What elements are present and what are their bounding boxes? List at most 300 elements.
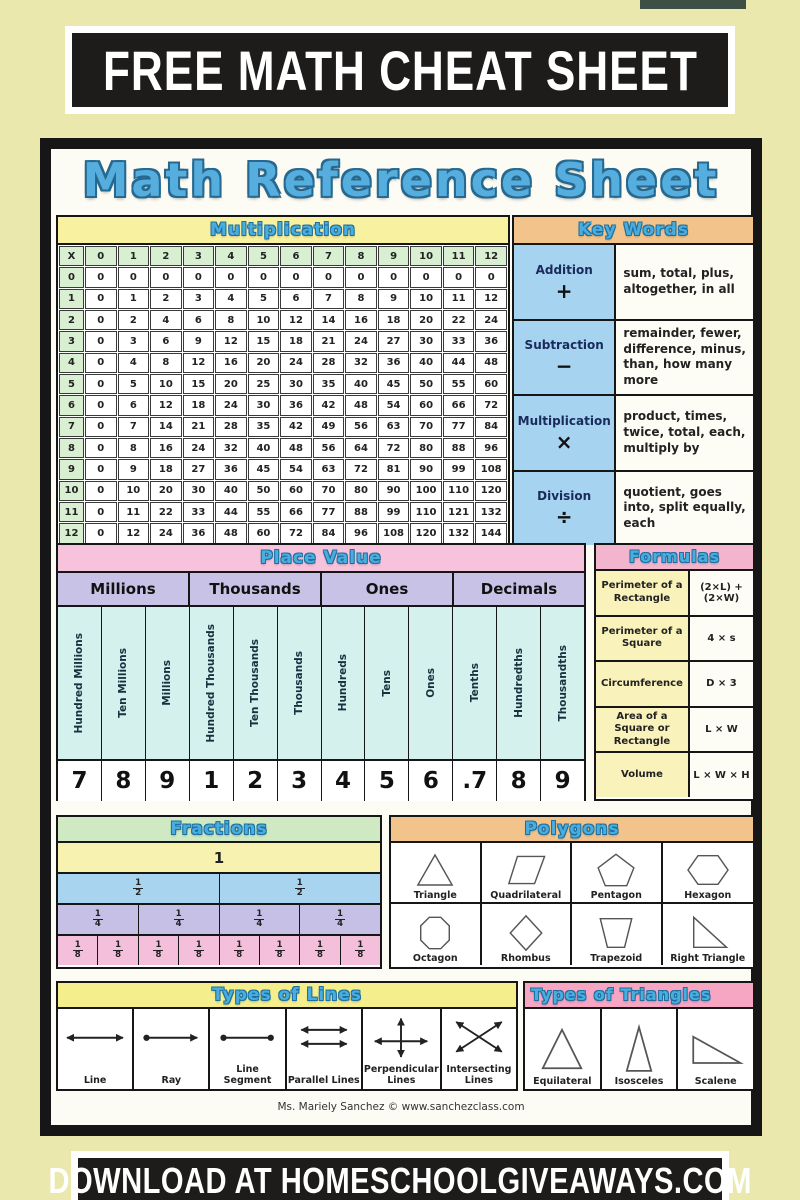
polygons-grid (391, 843, 753, 965)
mult-cell: 77 (313, 502, 345, 522)
top-banner (72, 33, 728, 107)
line-type-cell (363, 1009, 442, 1089)
mult-cell: 0 (345, 267, 377, 287)
polygon-cell (572, 904, 663, 965)
mult-cell: 66 (443, 395, 475, 415)
operation-keywords: remainder, fewer, difference, minus, than, how many more (616, 321, 753, 395)
place-value-digit: 8 (102, 761, 146, 801)
formula-row (596, 571, 753, 617)
mult-col-header: 10 (410, 246, 442, 266)
mult-cell: 48 (475, 353, 507, 373)
mult-cell: 35 (248, 417, 280, 437)
mult-cell: 16 (215, 353, 247, 373)
mult-cell: 22 (150, 502, 182, 522)
line-type-cell (58, 1009, 134, 1089)
mult-cell: 2 (118, 310, 150, 330)
place-value-column: Hundred Thousands (190, 607, 234, 759)
operation-symbol: × (555, 429, 573, 454)
mult-cell: 56 (313, 438, 345, 458)
fraction-cell: 1 8 (300, 936, 340, 965)
key-words-rows (514, 245, 753, 545)
mult-col-header: 7 (313, 246, 345, 266)
mult-cell: 6 (280, 289, 312, 309)
key-words-section (512, 215, 755, 545)
place-value-column: Ten Millions (102, 607, 146, 759)
operation-symbol: − (555, 354, 573, 379)
mult-row-header: 9 (59, 459, 84, 479)
mult-cell: 60 (410, 395, 442, 415)
mult-cell: 0 (85, 289, 117, 309)
sheet-title: Math Reference Sheet (82, 153, 720, 207)
mult-col-header: 2 (150, 246, 182, 266)
fraction-cell: 1 8 (58, 936, 98, 965)
math-reference-sheet (40, 138, 762, 1136)
mult-cell: 24 (215, 395, 247, 415)
line-type-cell (442, 1009, 516, 1089)
mult-cell: 144 (475, 523, 507, 544)
mult-cell: 30 (410, 331, 442, 351)
mult-cell: 54 (280, 459, 312, 479)
mult-cell: 50 (410, 374, 442, 394)
fraction-row-half (58, 874, 380, 905)
mult-cell: 7 (118, 417, 150, 437)
author-credit: Ms. Mariely Sanchez © www.sanchezclass.com (277, 1101, 525, 1113)
mult-row-header: 7 (59, 417, 84, 437)
octagon-icon (407, 913, 463, 953)
polygon-cell (482, 843, 573, 904)
formula-row (596, 708, 753, 754)
mult-cell: 2 (150, 289, 182, 309)
formula-label: Area of a Square or Rectangle (596, 708, 690, 752)
mult-cell: 4 (150, 310, 182, 330)
polygon-cell (572, 843, 663, 904)
triangle-type-label: Isosceles (614, 1076, 664, 1087)
mult-cell: 11 (118, 502, 150, 522)
mult-cell: 30 (248, 395, 280, 415)
fraction-row-fourth (58, 905, 380, 936)
right-triangle-icon (680, 913, 736, 953)
polygon-label: Quadrilateral (490, 890, 562, 901)
mult-cell: 72 (475, 395, 507, 415)
mult-cell: 99 (443, 459, 475, 479)
mult-cell: 20 (248, 353, 280, 373)
mult-cell: 48 (280, 438, 312, 458)
operation-cell (514, 245, 616, 319)
mult-cell: 48 (345, 395, 377, 415)
mult-cell: 40 (248, 438, 280, 458)
mult-cell: 9 (378, 289, 410, 309)
mult-row-header: 5 (59, 374, 84, 394)
mult-cell: 70 (313, 481, 345, 501)
mult-cell: 0 (248, 267, 280, 287)
types-of-lines-header: Types of Lines (58, 983, 516, 1009)
polygon-label: Pentagon (590, 890, 642, 901)
types-of-triangles-section (523, 981, 755, 1091)
mult-cell: 40 (345, 374, 377, 394)
operation-keywords: quotient, goes into, split equally, each (616, 472, 753, 546)
mult-cell: 8 (118, 438, 150, 458)
operation-keywords: product, times, twice, total, each, multiply by (616, 396, 753, 470)
key-words-header: Key Words (514, 217, 753, 245)
polygon-cell (391, 904, 482, 965)
mult-col-header: 12 (475, 246, 507, 266)
multiplication-header: Multiplication (58, 217, 508, 245)
mult-cell: 49 (313, 417, 345, 437)
formula-row (596, 617, 753, 663)
mult-cell: 108 (378, 523, 410, 544)
mult-cell: 55 (248, 502, 280, 522)
mult-cell: 108 (475, 459, 507, 479)
polygons-section (389, 815, 755, 969)
segment-icon (213, 1013, 283, 1059)
key-word-row (514, 472, 753, 546)
mult-cell: 64 (345, 438, 377, 458)
place-value-column: Hundred Millions (58, 607, 102, 759)
mult-cell: 90 (378, 481, 410, 501)
quadrilateral-icon (498, 850, 554, 890)
mult-cell: 0 (443, 267, 475, 287)
mult-row-header: 4 (59, 353, 84, 373)
key-word-row (514, 396, 753, 472)
mult-cell: 0 (85, 331, 117, 351)
place-value-digit: 5 (365, 761, 409, 801)
mult-cell: 72 (345, 459, 377, 479)
mult-cell: 0 (85, 374, 117, 394)
mult-cell: 9 (183, 331, 215, 351)
ray-icon (136, 1013, 206, 1059)
mult-cell: 10 (118, 481, 150, 501)
operation-name: Subtraction (524, 338, 604, 353)
formula-value: L × W (690, 708, 753, 752)
mult-cell: 30 (183, 481, 215, 501)
mult-cell: 36 (280, 395, 312, 415)
fraction-cell: 1 8 (260, 936, 300, 965)
equilateral-icon (534, 1022, 590, 1076)
mult-cell: 42 (313, 395, 345, 415)
mult-cell: 0 (215, 267, 247, 287)
corner-artifact (640, 0, 746, 9)
mult-cell: 100 (410, 481, 442, 501)
mult-cell: 3 (183, 289, 215, 309)
place-value-columns (58, 607, 584, 761)
mult-cell: 36 (215, 459, 247, 479)
mult-cell: 0 (85, 502, 117, 522)
mult-cell: 10 (410, 289, 442, 309)
bottom-banner-text: DOWNLOAD AT HOMESCHOOLGIVEAWAYS.COM (48, 1159, 752, 1200)
pentagon-icon (588, 850, 644, 890)
mult-cell: 12 (475, 289, 507, 309)
polygons-header: Polygons (391, 817, 753, 843)
place-value-digit: 9 (554, 768, 571, 794)
mult-cell: 6 (150, 331, 182, 351)
mult-cell: 0 (85, 438, 117, 458)
mult-cell: 88 (443, 438, 475, 458)
mult-cell: 22 (443, 310, 475, 330)
mult-cell: 72 (378, 438, 410, 458)
polygon-cell (482, 904, 573, 965)
mult-cell: 7 (313, 289, 345, 309)
fraction-cell: 1 4 (220, 905, 301, 934)
multiplication-section (56, 215, 510, 545)
bottom-banner (48, 1158, 752, 1200)
place-value-digit: 6 (409, 761, 453, 801)
polygon-cell (663, 843, 754, 904)
mult-cell: 96 (345, 523, 377, 544)
formula-label: Perimeter of a Square (596, 617, 690, 661)
lines-grid (58, 1009, 516, 1089)
mult-cell: 84 (475, 417, 507, 437)
mult-cell: 0 (85, 523, 117, 544)
parallel-icon (289, 1013, 359, 1059)
mult-cell: 24 (345, 331, 377, 351)
mult-cell: 25 (248, 374, 280, 394)
mult-cell: 70 (410, 417, 442, 437)
fraction-cell: 1 4 (300, 905, 380, 934)
mult-col-header: 5 (248, 246, 280, 266)
triangle-type-label: Scalene (694, 1076, 737, 1087)
mult-cell: 63 (378, 417, 410, 437)
mult-cell: 0 (183, 267, 215, 287)
mult-row-header: 3 (59, 331, 84, 351)
mult-cell: 120 (475, 481, 507, 501)
polygon-cell (391, 843, 482, 904)
polygon-label: Hexagon (684, 890, 732, 901)
mult-cell: 80 (410, 438, 442, 458)
mult-cell: 8 (150, 353, 182, 373)
triangle-type-label: Equilateral (533, 1076, 592, 1087)
fraction-cell: 1 2 (220, 874, 381, 903)
mult-row-header: 6 (59, 395, 84, 415)
mult-cell: 121 (443, 502, 475, 522)
triangle-type-cell (602, 1009, 679, 1089)
mult-cell: 20 (215, 374, 247, 394)
mult-cell: 40 (215, 481, 247, 501)
polygon-cell (663, 904, 754, 965)
rhombus-icon (498, 913, 554, 953)
mult-cell: 4 (215, 289, 247, 309)
mult-cell: 0 (313, 267, 345, 287)
line-type-label: Perpendicular Lines (363, 1064, 439, 1087)
mult-cell: 20 (410, 310, 442, 330)
types-of-lines-section (56, 981, 518, 1091)
mult-cell: 20 (150, 481, 182, 501)
mult-cell: 60 (248, 523, 280, 544)
mult-cell: 35 (313, 374, 345, 394)
triangle-type-cell (678, 1009, 753, 1089)
operation-symbol: + (555, 278, 573, 303)
mult-cell: 33 (443, 331, 475, 351)
mult-cell: 132 (475, 502, 507, 522)
mult-cell: 110 (410, 502, 442, 522)
polygon-label: Octagon (412, 953, 458, 964)
place-value-groups (58, 573, 584, 607)
place-value-digit: .7 (453, 761, 497, 801)
formula-rows (596, 571, 753, 797)
mult-cell: 120 (410, 523, 442, 544)
mult-cell: 0 (118, 267, 150, 287)
mult-cell: 42 (280, 417, 312, 437)
place-value-digit: 7 (58, 761, 102, 801)
operation-cell (514, 396, 616, 470)
mult-cell: 36 (378, 353, 410, 373)
place-value-column: Tens (365, 607, 409, 759)
formula-label: Volume (596, 753, 690, 797)
place-value-digit: 9 (146, 761, 190, 801)
formula-value: D × 3 (690, 662, 753, 706)
fraction-bars (58, 843, 380, 965)
operation-keywords: sum, total, plus, altogether, in all (616, 245, 753, 319)
place-value-digit: 8 (497, 761, 541, 801)
mult-cell: 18 (378, 310, 410, 330)
formula-value: 4 × s (690, 617, 753, 661)
mult-cell: 66 (280, 502, 312, 522)
formula-row (596, 662, 753, 708)
mult-cell: 8 (345, 289, 377, 309)
mult-row-header: 12 (59, 523, 84, 544)
mult-cell: 10 (248, 310, 280, 330)
place-value-digits (58, 761, 584, 801)
line-type-label: Parallel Lines (287, 1075, 360, 1087)
mult-row-header: 2 (59, 310, 84, 330)
line-type-label: Intersecting Lines (446, 1064, 512, 1087)
mult-cell: 4 (118, 353, 150, 373)
operation-symbol: ÷ (555, 505, 573, 530)
line-type-cell (210, 1009, 286, 1089)
mult-cell: 110 (443, 481, 475, 501)
mult-cell: 18 (280, 331, 312, 351)
triangle-type-cell (525, 1009, 602, 1089)
mult-cell: 60 (280, 481, 312, 501)
place-value-column: Thousands (278, 607, 322, 759)
place-value-column: Ten Thousands (234, 607, 278, 759)
polygon-label: Triangle (413, 890, 457, 901)
operation-cell (514, 321, 616, 395)
mult-cell: 0 (85, 395, 117, 415)
line-type-cell (134, 1009, 210, 1089)
mult-cell: 60 (475, 374, 507, 394)
mult-cell: 12 (118, 523, 150, 544)
formula-value: (2×L) + (2×W) (690, 571, 753, 615)
mult-cell: 0 (85, 459, 117, 479)
line-icon (60, 1013, 130, 1059)
mult-row-header: 10 (59, 481, 84, 501)
mult-cell: 0 (475, 267, 507, 287)
top-banner-text: FREE MATH CHEAT SHEET (102, 38, 698, 102)
place-value-column: Hundredths (497, 607, 541, 759)
types-of-triangles-header: Types of Triangles (525, 983, 753, 1009)
place-value-group: Ones (322, 573, 454, 605)
fraction-cell: 1 8 (179, 936, 219, 965)
mult-cell: 132 (443, 523, 475, 544)
mult-cell: 3 (118, 331, 150, 351)
fraction-cell: 1 8 (220, 936, 260, 965)
formulas-header: Formulas (596, 545, 753, 571)
mult-cell: 6 (118, 395, 150, 415)
mult-cell: 11 (443, 289, 475, 309)
mult-cell: 36 (475, 331, 507, 351)
operation-name: Addition (535, 262, 593, 277)
mult-cell: 14 (313, 310, 345, 330)
mult-cell: 0 (85, 481, 117, 501)
line-type-label: Line (83, 1075, 107, 1087)
mult-col-header: 8 (345, 246, 377, 266)
mult-cell: 10 (150, 374, 182, 394)
mult-cell: 50 (248, 481, 280, 501)
mult-cell: 28 (215, 417, 247, 437)
mult-cell: 44 (215, 502, 247, 522)
formula-value: L × W × H (690, 753, 753, 797)
mult-row-header: 0 (59, 267, 84, 287)
mult-cell: 0 (150, 267, 182, 287)
trapezoid-icon (588, 913, 644, 953)
mult-cell: 21 (313, 331, 345, 351)
fraction-cell: 1 (58, 843, 380, 872)
mult-cell: 24 (475, 310, 507, 330)
mult-cell: 45 (378, 374, 410, 394)
mult-cell: 54 (378, 395, 410, 415)
mult-cell: 0 (85, 417, 117, 437)
mult-cell: 32 (345, 353, 377, 373)
mult-cell: 5 (118, 374, 150, 394)
perpendicular-icon (366, 1013, 436, 1059)
mult-cell: 16 (345, 310, 377, 330)
mult-cell: 48 (215, 523, 247, 544)
mult-cell: 14 (150, 417, 182, 437)
mult-cell: 0 (410, 267, 442, 287)
mult-cell: 80 (345, 481, 377, 501)
mult-cell: 24 (183, 438, 215, 458)
scalene-icon (688, 1022, 744, 1076)
mult-cell: 15 (248, 331, 280, 351)
mult-cell: 24 (150, 523, 182, 544)
mult-row-header: 1 (59, 289, 84, 309)
mult-cell: 96 (475, 438, 507, 458)
mult-cell: 8 (215, 310, 247, 330)
formulas-section (594, 543, 755, 801)
mult-col-header: 11 (443, 246, 475, 266)
isosceles-icon (611, 1022, 667, 1076)
fraction-cell: 1 4 (58, 905, 139, 934)
mult-col-header: 3 (183, 246, 215, 266)
key-word-row (514, 245, 753, 321)
operation-cell (514, 472, 616, 546)
mult-cell: 18 (183, 395, 215, 415)
fraction-cell: 1 2 (58, 874, 220, 903)
line-type-label: Ray (161, 1075, 182, 1087)
place-value-column: Tenths (453, 607, 497, 759)
polygon-label: Rhombus (500, 953, 551, 964)
mult-cell: 0 (280, 267, 312, 287)
formula-label: Circumference (596, 662, 690, 706)
mult-cell: 56 (345, 417, 377, 437)
multiplication-table (58, 245, 508, 545)
mult-cell: 12 (280, 310, 312, 330)
triangle-icon (407, 850, 463, 890)
place-value-column: Thousandths (556, 644, 569, 722)
formula-label: Perimeter of a Rectangle (596, 571, 690, 615)
polygon-label: Right Triangle (670, 953, 746, 964)
mult-cell: 45 (248, 459, 280, 479)
fraction-cell: 1 4 (139, 905, 220, 934)
mult-cell: 28 (313, 353, 345, 373)
mult-cell: 32 (215, 438, 247, 458)
line-type-cell (287, 1009, 363, 1089)
mult-cell: 72 (280, 523, 312, 544)
mult-cell: 88 (345, 502, 377, 522)
mult-col-header: X (59, 246, 84, 266)
mult-cell: 21 (183, 417, 215, 437)
intersecting-icon (444, 1013, 514, 1059)
